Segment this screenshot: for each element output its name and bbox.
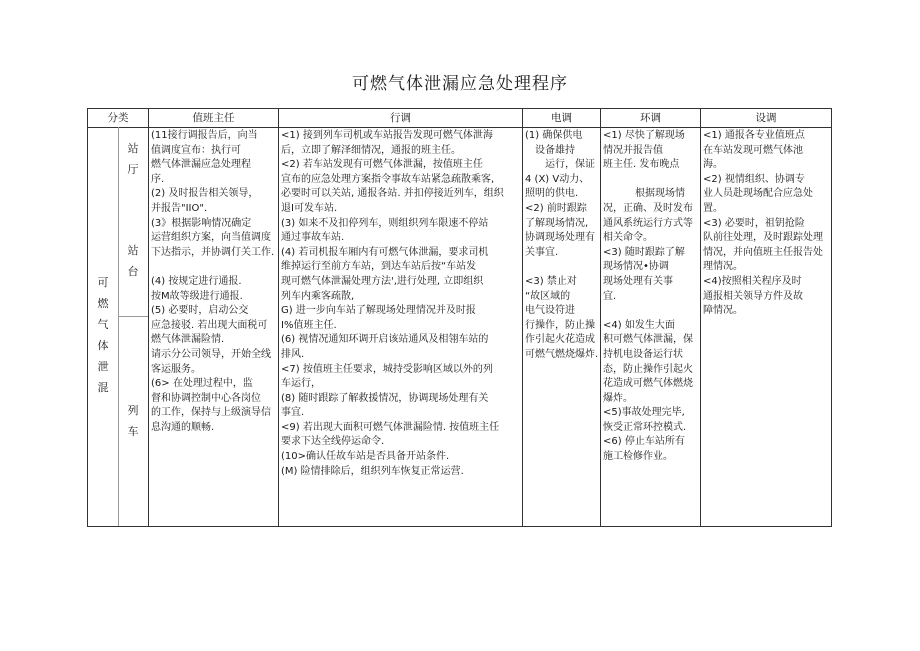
header-env: 环调 xyxy=(640,112,661,124)
duty-line: 下达指示，并协调仃关工作. xyxy=(151,246,275,258)
power-line: 照明的供电. xyxy=(525,188,579,200)
power-line: 协调现场处理有 xyxy=(525,232,595,244)
row-char: 气 xyxy=(97,318,109,331)
dispatch-line: 必要时可以关站, 通报各站. 并扣停接近列车，组织 xyxy=(281,188,504,200)
dispatch-line: (6) 视情况通知环调开启该站通风及相翎车站的 xyxy=(281,334,489,346)
row-category-label xyxy=(93,272,113,398)
dispatch-line: 现可燃气体泄漏处理方法',进行处理, 立即组织 xyxy=(281,275,484,287)
duty-line: 请示分公司领导，开始全线 xyxy=(151,348,271,360)
power-line: 了解现场情况, xyxy=(525,217,589,229)
sublabel-char: 站 xyxy=(127,142,139,155)
header-category: 分类 xyxy=(107,112,129,124)
env-line: <6) 停止车站所有 xyxy=(603,436,685,448)
equip-line: <4)按照相关程序及时 xyxy=(703,275,802,287)
power-line: 电气设符进 xyxy=(525,305,575,317)
header-dispatch: 行调 xyxy=(390,112,411,124)
dispatch-line: <9) 若出现大面积可燃气体泄漏险情. 按值班主任 xyxy=(281,421,500,433)
power-line: (1) 确保供电 xyxy=(525,130,583,141)
dispatch-line: (8) 随时跟踪了解救援情况，协调现场处理有关 xyxy=(281,392,489,404)
env-line: 通风系统运行方式等 xyxy=(603,217,693,229)
duty-line: 值调度宣布：执行可 xyxy=(151,144,241,156)
duty-line: 运营组织方案，向当值调度 xyxy=(151,232,271,244)
env-line: 积可燃气体泄漏，保 xyxy=(603,334,693,346)
duty-line: (11接行调报告后，向当 xyxy=(151,130,258,141)
equip-line: <2) 视情组织、协调专 xyxy=(703,173,805,185)
dispatch-line: G) 进一步向车站了解现场处理情况并及时报 xyxy=(281,305,476,317)
env-line: 施工检修作业。 xyxy=(603,451,673,463)
duty-line: (3》根据影响情况确定 xyxy=(151,217,252,229)
header-equip: 设调 xyxy=(755,112,777,124)
env-line: 持机电设备运行状 xyxy=(603,348,683,360)
dispatch-line: 通过事故车站. xyxy=(281,232,345,244)
env-line: 态，防止操作引起火 xyxy=(603,363,693,375)
row-char: 泄 xyxy=(97,360,109,373)
dispatch-line: I%值班主任. xyxy=(281,319,337,331)
dispatch-line: <2) 若车站发现有可燃气体泄漏，按值班主任 xyxy=(281,159,483,171)
env-column xyxy=(603,129,699,465)
row-char: 燃 xyxy=(97,297,109,310)
env-line: <5)事故处理完毕, xyxy=(603,407,685,419)
env-line: <1) 尽快了解现场 xyxy=(603,130,685,141)
dispatch-line: 后，立即了解泽细情况，通报的班主任。 xyxy=(281,144,461,156)
duty-line: (6> 在处理过程中，监 xyxy=(151,378,253,390)
power-line: <3) 禁止对 xyxy=(525,275,577,287)
dispatch-line: 要求下达全线停运命令. xyxy=(281,436,385,448)
duty-line: 督和协调控制中心各岗位 xyxy=(151,392,261,404)
equip-line: 业人员赴现场配合应急处 xyxy=(703,188,813,200)
row-char: 可 xyxy=(97,276,109,289)
equip-line: 障情况。 xyxy=(703,305,743,317)
env-line: 班主任. 发布晚点 xyxy=(603,159,680,171)
env-line: 况，正确、及时发布 xyxy=(603,202,693,214)
power-line: 设备雄持 xyxy=(535,144,575,156)
dispatch-line: 排风. xyxy=(281,348,305,360)
duty-line: 客运服务。 xyxy=(151,363,201,375)
duty-line xyxy=(151,260,277,275)
env-line: 宜. xyxy=(603,290,617,302)
sublabel-char: 列 xyxy=(127,404,139,417)
dispatch-line: 列车内乘客疏散, xyxy=(281,290,355,302)
equip-line: 置。 xyxy=(703,202,723,214)
duty-line: (4) 按规定进行通报. xyxy=(151,275,242,287)
equip-line: <3) 必要时，祖钥抢险 xyxy=(703,217,805,229)
equip-line: 通报相关领导方件及故 xyxy=(703,290,803,302)
sublabel-char: 厅 xyxy=(127,163,139,176)
power-line: 4 (X) V动力、 xyxy=(525,173,590,185)
sublabel-platform xyxy=(123,240,143,282)
env-line: <3) 随时跟踪了解 xyxy=(603,246,685,258)
power-column xyxy=(525,129,599,363)
duty-line: 序. xyxy=(151,173,165,185)
duty-line: 按M故等级进行通报. xyxy=(151,290,243,302)
env-line: 根据现场情 xyxy=(635,188,685,200)
duty-line: (2) 及时报告相关领导， xyxy=(151,188,259,200)
env-line: 现场情况•协调 xyxy=(603,261,669,273)
dispatch-line: (M) 险情排除后，组织列车恢复正常运营. xyxy=(281,465,464,477)
power-line: <2) 前时跟踪 xyxy=(525,202,587,214)
dispatch-column xyxy=(281,129,521,479)
duty-line: 并报告"IIO"． xyxy=(151,202,214,214)
env-line xyxy=(603,173,699,188)
row-char: 混 xyxy=(97,381,109,394)
env-line: 恢受正常环控模式. xyxy=(603,421,687,433)
equip-line: 海。 xyxy=(703,159,723,171)
power-line xyxy=(525,260,599,275)
page-title: 可燃气体泄漏应急处理程序 xyxy=(352,74,568,94)
sublabel-char: 台 xyxy=(127,265,139,278)
duty-line: 息沟通的顺畅. xyxy=(151,421,215,433)
env-line: 花造成可燃气体燃烧 xyxy=(603,378,693,390)
sublabel-char: 车 xyxy=(127,425,139,438)
dispatch-line: 退I可发车站. xyxy=(281,202,338,214)
sublabel-char: 站 xyxy=(127,244,139,257)
header-duty: 值班主任 xyxy=(192,112,235,124)
power-line: 可燃气燃烧爆炸. xyxy=(525,348,599,360)
duty-line: 的工作，保持与上级演导信 xyxy=(151,407,271,419)
duty-line: 燃气体泄漏险情. xyxy=(151,334,225,346)
power-line: 行操作，防止操 xyxy=(525,319,595,331)
env-line xyxy=(603,304,699,319)
duty-column xyxy=(151,129,277,435)
duty-line: 燃气体泄漏应急处理程 xyxy=(151,159,251,171)
dispatch-line: 宣布的应急处理方案指令事故车站紧急疏散乘客, xyxy=(281,173,495,185)
sublabel-station-hall xyxy=(123,138,143,180)
dispatch-line: 维掉运行至前方车站，到达车站后按“车站发 xyxy=(281,261,477,273)
power-line: “故区域的 xyxy=(525,290,571,302)
duty-line: 应急接驳. 若出现大面税可 xyxy=(151,319,268,331)
power-line: 运行，保证 xyxy=(545,159,595,171)
env-line: 情况并报告值 xyxy=(603,144,663,156)
equip-line: 情况，并向值班主任报告处 xyxy=(703,246,823,258)
env-line: <4) 如发生大面 xyxy=(603,319,675,331)
header-power: 电调 xyxy=(551,112,572,124)
sublabel-train xyxy=(123,400,143,442)
row-char: 体 xyxy=(97,339,109,352)
equip-line: 队前往处理，及时跟踪处理 xyxy=(703,232,823,244)
equip-column xyxy=(703,129,830,319)
dispatch-line: <1) 接到列车司机或车站报告发现可燃气体泄海 xyxy=(281,130,493,141)
dispatch-line: (10>确认任故车站是否具备开站条件. xyxy=(281,451,450,463)
dispatch-line: 事宜. xyxy=(281,407,305,419)
env-line: 现场处理有关事 xyxy=(603,275,673,287)
dispatch-line: 车运行， xyxy=(281,378,321,390)
duty-line: (5) 必要时，启动公交 xyxy=(151,305,249,317)
power-line: 作引起火花造成 xyxy=(525,334,595,346)
env-line: 爆炸。 xyxy=(603,392,633,404)
dispatch-line: (3) 如来不及扣停列车，则组织列车限速不停站 xyxy=(281,217,489,229)
env-line: 相关命令。 xyxy=(603,232,653,244)
dispatch-line: (4) 若司机报车厢内有可燃气体泄漏，要求司机 xyxy=(281,246,489,258)
dispatch-line: <7) 按值班主任要求，城持受影响区域以外的列 xyxy=(281,363,493,375)
equip-line: <1) 通报各专业值班点 xyxy=(703,130,805,141)
equip-line: 在车站发现可燃气体池 xyxy=(703,144,803,156)
equip-line: 理情况。 xyxy=(703,261,743,273)
power-line: 关事宜. xyxy=(525,246,559,258)
